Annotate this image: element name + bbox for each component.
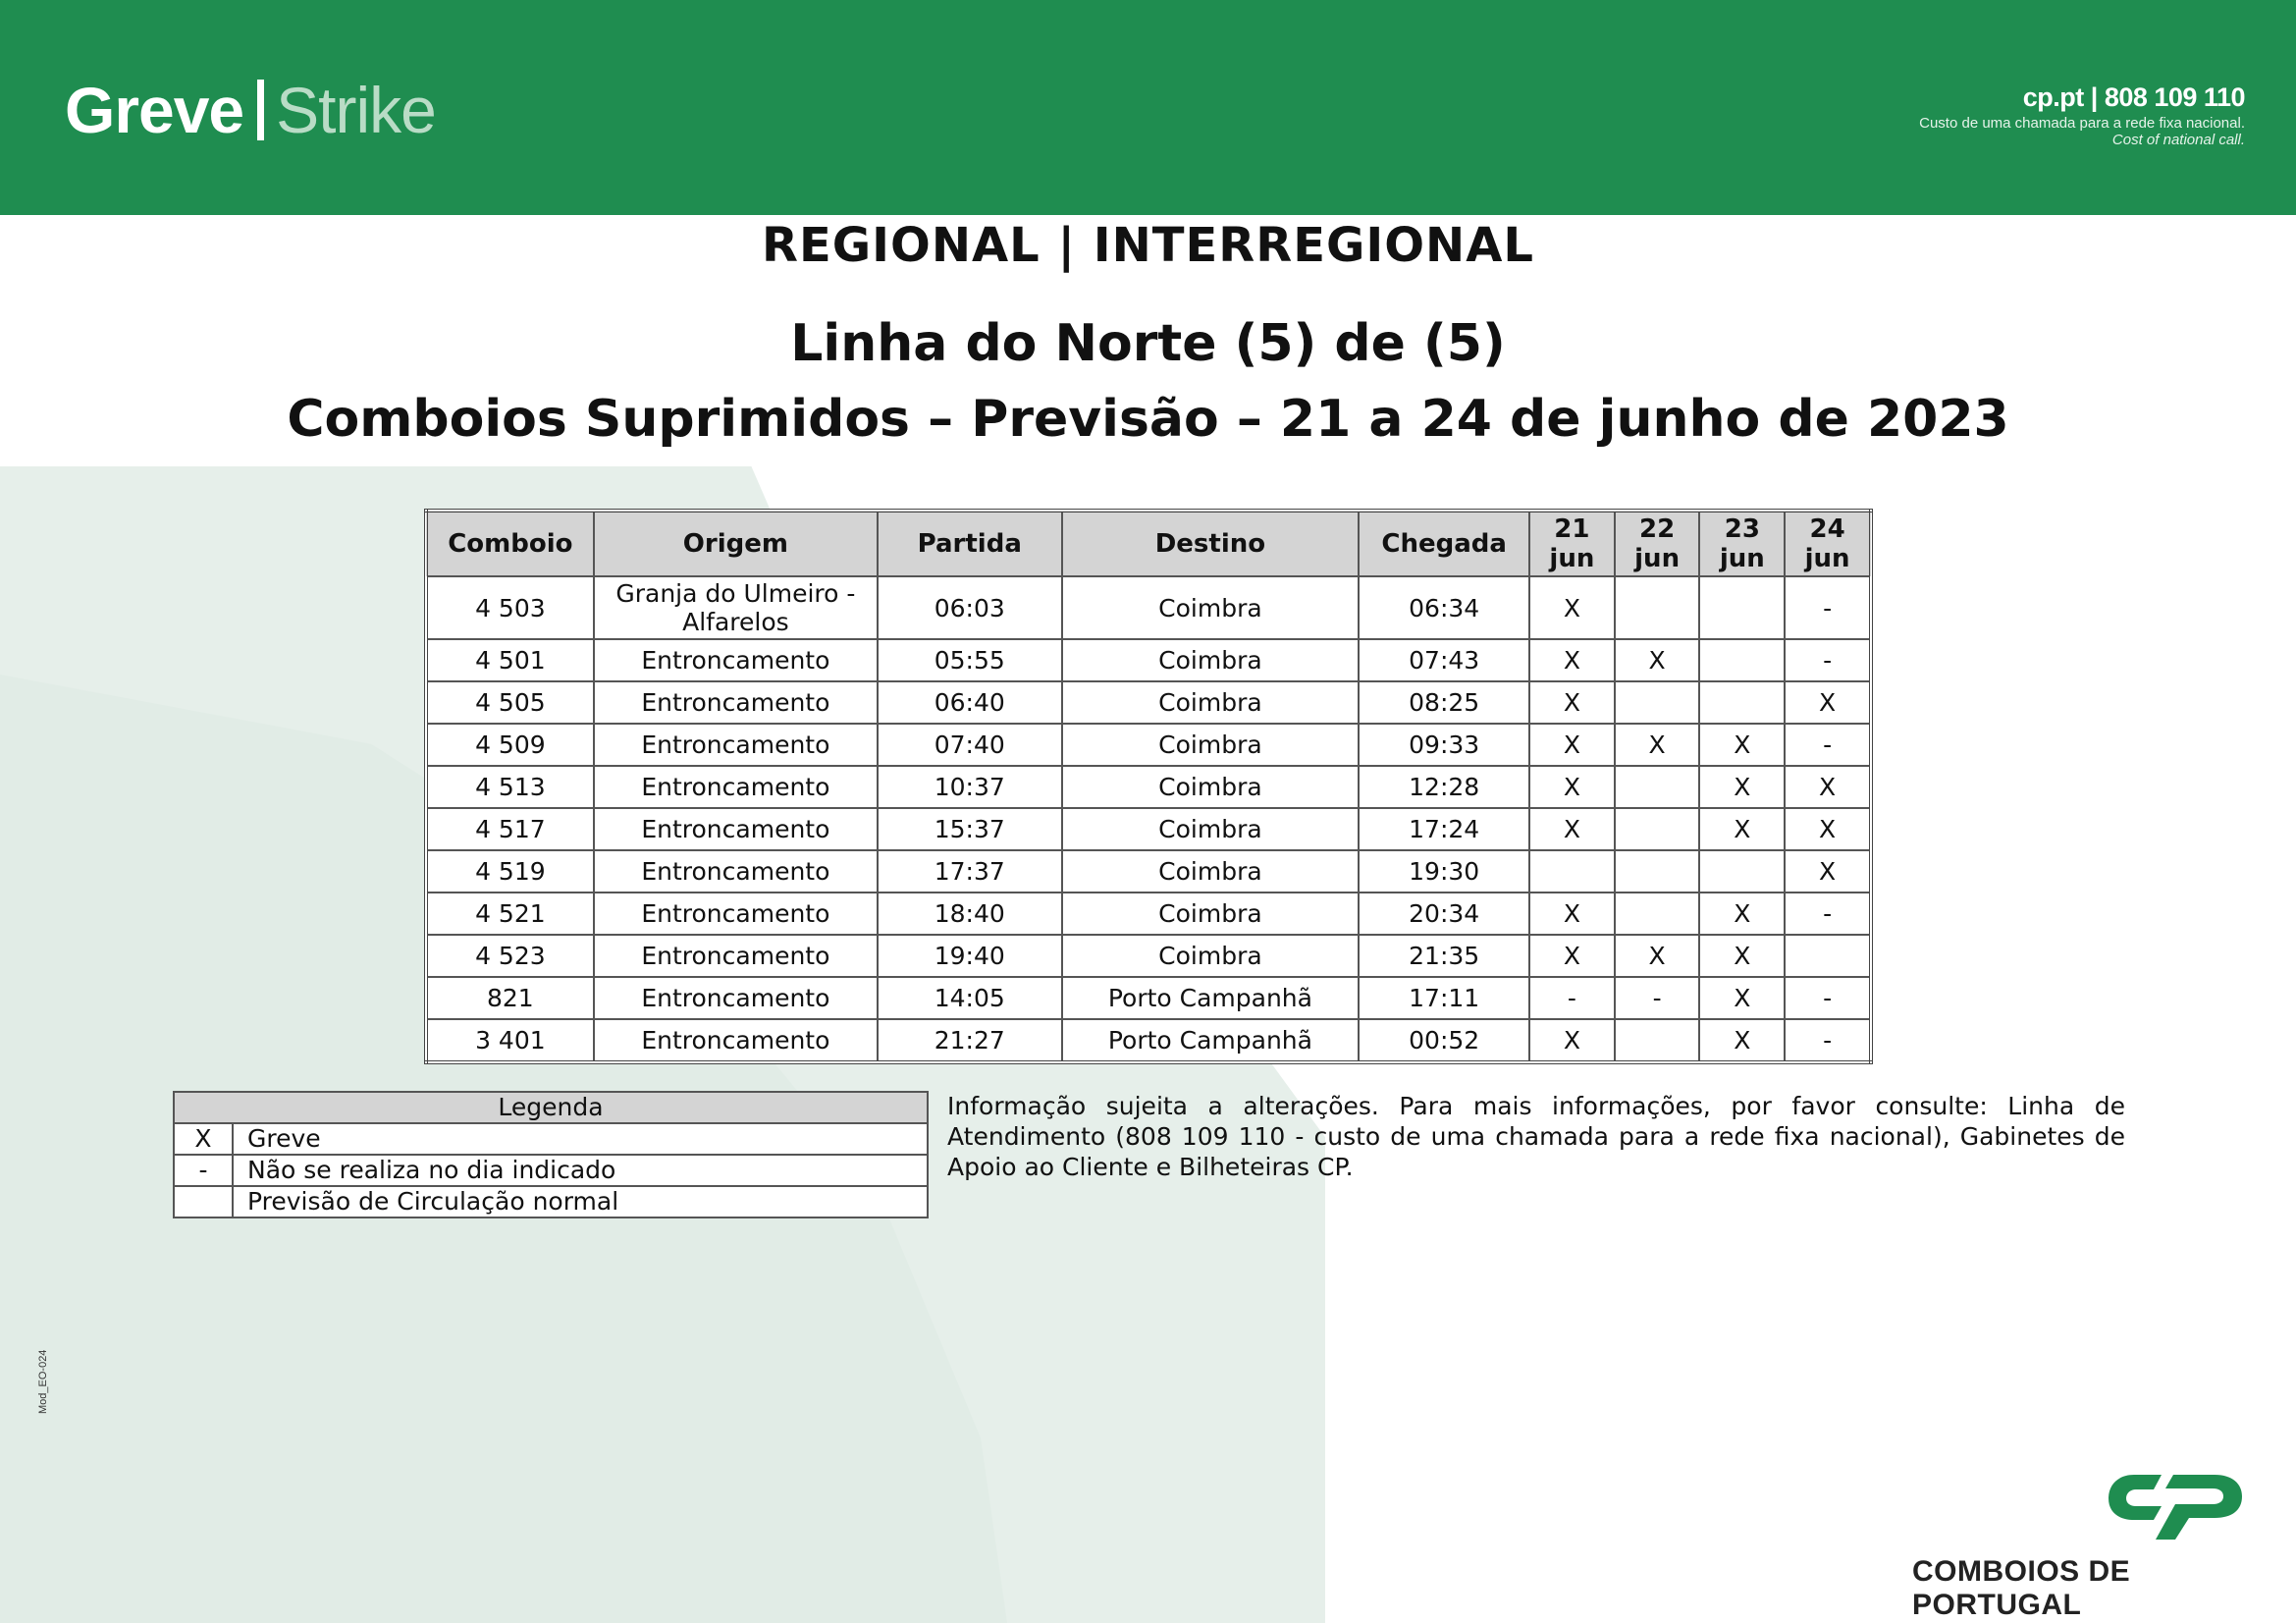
table-cell: - bbox=[1785, 724, 1871, 766]
column-header: Destino bbox=[1062, 511, 1360, 576]
contact-note-en: Cost of national call. bbox=[2111, 132, 2245, 148]
table-cell: - bbox=[1785, 576, 1871, 639]
table-cell: Entroncamento bbox=[594, 766, 878, 808]
table-cell: 17:37 bbox=[878, 850, 1061, 893]
table-cell: Coimbra bbox=[1062, 808, 1360, 850]
table-cell: 4 519 bbox=[426, 850, 594, 893]
table-row bbox=[426, 850, 1871, 893]
table-row bbox=[426, 893, 1871, 935]
table-cell: Coimbra bbox=[1062, 724, 1360, 766]
table-cell: X bbox=[1615, 639, 1700, 681]
table-cell: X bbox=[1529, 808, 1615, 850]
table-row bbox=[426, 576, 1871, 639]
table-cell bbox=[1615, 1019, 1700, 1062]
table-row bbox=[426, 724, 1871, 766]
table-cell: Coimbra bbox=[1062, 766, 1360, 808]
table-cell: Coimbra bbox=[1062, 576, 1360, 639]
table-cell: X bbox=[1529, 1019, 1615, 1062]
table-row bbox=[426, 766, 1871, 808]
legend-row bbox=[174, 1186, 928, 1217]
table-row bbox=[426, 977, 1871, 1019]
table-cell: Coimbra bbox=[1062, 893, 1360, 935]
table-cell: X bbox=[1529, 893, 1615, 935]
table-cell: Porto Campanhã bbox=[1062, 977, 1360, 1019]
table-cell: X bbox=[1699, 766, 1785, 808]
table-cell bbox=[1699, 681, 1785, 724]
column-header: 24 jun bbox=[1785, 511, 1871, 576]
contact-note: Custo de uma chamada para a rede fixa nacional. bbox=[1919, 115, 2245, 132]
cp-logo-icon bbox=[2105, 1469, 2247, 1542]
table-row bbox=[426, 935, 1871, 977]
table-header-row bbox=[426, 511, 1871, 576]
table-cell: X bbox=[1785, 850, 1871, 893]
contact-phone: cp.pt | 808 109 110 bbox=[2022, 82, 2245, 112]
table-cell: X bbox=[1699, 893, 1785, 935]
table-cell: X bbox=[1615, 935, 1700, 977]
table-cell: Coimbra bbox=[1062, 935, 1360, 977]
table-cell bbox=[1785, 935, 1871, 977]
table-cell: Coimbra bbox=[1062, 681, 1360, 724]
table-cell bbox=[1529, 850, 1615, 893]
table-cell: - bbox=[1785, 977, 1871, 1019]
column-header: 22 jun bbox=[1615, 511, 1700, 576]
table-cell bbox=[1699, 850, 1785, 893]
table-cell: X bbox=[1785, 766, 1871, 808]
table-cell: 17:24 bbox=[1359, 808, 1529, 850]
table-cell: Granja do Ulmeiro - Alfarelos bbox=[594, 576, 878, 639]
table-cell: - bbox=[1785, 639, 1871, 681]
table-cell: 4 505 bbox=[426, 681, 594, 724]
table-cell: X bbox=[1529, 766, 1615, 808]
table-cell: 07:43 bbox=[1359, 639, 1529, 681]
table-row bbox=[426, 639, 1871, 681]
column-header: Comboio bbox=[426, 511, 594, 576]
legend-row bbox=[174, 1123, 928, 1155]
table-cell: Entroncamento bbox=[594, 850, 878, 893]
table-cell: 21:35 bbox=[1359, 935, 1529, 977]
table-cell: - bbox=[1615, 977, 1700, 1019]
table-row bbox=[426, 681, 1871, 724]
column-header: Origem bbox=[594, 511, 878, 576]
table-cell: X bbox=[1699, 724, 1785, 766]
table-cell: Entroncamento bbox=[594, 639, 878, 681]
table-cell: Entroncamento bbox=[594, 977, 878, 1019]
line-title: Linha do Norte (5) de (5) bbox=[790, 314, 1506, 373]
table-cell: Porto Campanhã bbox=[1062, 1019, 1360, 1062]
column-header: 23 jun bbox=[1699, 511, 1785, 576]
table-cell: 12:28 bbox=[1359, 766, 1529, 808]
table-cell bbox=[1699, 639, 1785, 681]
table-cell: 20:34 bbox=[1359, 893, 1529, 935]
table-cell: 4 521 bbox=[426, 893, 594, 935]
table-cell bbox=[1615, 893, 1700, 935]
table-cell: 07:40 bbox=[878, 724, 1061, 766]
contact-info bbox=[1919, 82, 2245, 148]
table-cell: 4 509 bbox=[426, 724, 594, 766]
document-code: Mod_EO-024 bbox=[37, 1349, 49, 1414]
table-cell: 4 503 bbox=[426, 576, 594, 639]
table-cell bbox=[1615, 850, 1700, 893]
brand-strike: Strike bbox=[276, 74, 436, 146]
info-note: Informação sujeita a alterações. Para mais informações, por favor consulte: Linha de Atendimento (808 109 110 - custo de uma chamada para a rede fixa nacional), Gabinetes de Apoio ao Cliente e Bilheteiras CP. bbox=[947, 1092, 2125, 1181]
table-cell: 05:55 bbox=[878, 639, 1061, 681]
table-cell: 821 bbox=[426, 977, 594, 1019]
column-header: Chegada bbox=[1359, 511, 1529, 576]
table-cell: X bbox=[1615, 724, 1700, 766]
legend-text: Previsão de Circulação normal bbox=[233, 1186, 928, 1217]
table-cell: Entroncamento bbox=[594, 724, 878, 766]
table-cell: 09:33 bbox=[1359, 724, 1529, 766]
table-cell: Entroncamento bbox=[594, 935, 878, 977]
table-cell: 10:37 bbox=[878, 766, 1061, 808]
legend-title: Legenda bbox=[174, 1092, 928, 1123]
table-row bbox=[426, 808, 1871, 850]
table-cell: 4 523 bbox=[426, 935, 594, 977]
brand-separator bbox=[257, 80, 264, 140]
table-cell bbox=[1699, 576, 1785, 639]
table-cell: 3 401 bbox=[426, 1019, 594, 1062]
table-cell: X bbox=[1699, 808, 1785, 850]
legend-symbol: X bbox=[174, 1123, 233, 1155]
legend-text: Não se realiza no dia indicado bbox=[233, 1155, 928, 1186]
table-cell: Coimbra bbox=[1062, 850, 1360, 893]
table-cell: X bbox=[1529, 724, 1615, 766]
table-cell: X bbox=[1785, 808, 1871, 850]
table-cell: 19:40 bbox=[878, 935, 1061, 977]
table-cell: X bbox=[1699, 935, 1785, 977]
table-cell: 08:25 bbox=[1359, 681, 1529, 724]
column-header: Partida bbox=[878, 511, 1061, 576]
table-cell bbox=[1615, 766, 1700, 808]
table-cell bbox=[1615, 576, 1700, 639]
table-cell: - bbox=[1785, 1019, 1871, 1062]
table-cell: 06:03 bbox=[878, 576, 1061, 639]
header-banner bbox=[0, 0, 2296, 215]
table-cell: Entroncamento bbox=[594, 808, 878, 850]
table-cell: 4 513 bbox=[426, 766, 594, 808]
company-name: COMBOIOS DE PORTUGAL bbox=[1912, 1555, 2131, 1621]
table-cell: - bbox=[1529, 977, 1615, 1019]
table-cell: 4 501 bbox=[426, 639, 594, 681]
table-cell: 00:52 bbox=[1359, 1019, 1529, 1062]
brand-title bbox=[65, 71, 436, 149]
table-cell: X bbox=[1529, 935, 1615, 977]
legend-table bbox=[173, 1091, 929, 1218]
table-cell: 19:30 bbox=[1359, 850, 1529, 893]
category-title: REGIONAL | INTERREGIONAL bbox=[762, 218, 1534, 273]
table-cell: - bbox=[1785, 893, 1871, 935]
table-cell: 14:05 bbox=[878, 977, 1061, 1019]
table-cell: Coimbra bbox=[1062, 639, 1360, 681]
legend-symbol: - bbox=[174, 1155, 233, 1186]
table-cell: X bbox=[1699, 977, 1785, 1019]
table-cell: Entroncamento bbox=[594, 893, 878, 935]
table-cell: 17:11 bbox=[1359, 977, 1529, 1019]
legend-text: Greve bbox=[233, 1123, 928, 1155]
table-cell: 06:34 bbox=[1359, 576, 1529, 639]
legend-row bbox=[174, 1155, 928, 1186]
table-cell: 18:40 bbox=[878, 893, 1061, 935]
table-cell: X bbox=[1529, 681, 1615, 724]
table-cell: Entroncamento bbox=[594, 681, 878, 724]
table-cell: X bbox=[1529, 639, 1615, 681]
table-cell: 06:40 bbox=[878, 681, 1061, 724]
table-cell: Entroncamento bbox=[594, 1019, 878, 1062]
table-cell bbox=[1615, 681, 1700, 724]
table-cell: X bbox=[1529, 576, 1615, 639]
table-cell: 4 517 bbox=[426, 808, 594, 850]
column-header: 21 jun bbox=[1529, 511, 1615, 576]
page-subtitle: Comboios Suprimidos – Previsão – 21 a 24 de junho de 2023 bbox=[287, 390, 2009, 449]
table-cell: X bbox=[1785, 681, 1871, 724]
table-cell: 21:27 bbox=[878, 1019, 1061, 1062]
table-cell: X bbox=[1699, 1019, 1785, 1062]
table-cell: 15:37 bbox=[878, 808, 1061, 850]
table-row bbox=[426, 1019, 1871, 1062]
brand-greve: Greve bbox=[65, 74, 244, 146]
legend-symbol bbox=[174, 1186, 233, 1217]
suppressed-trains-table bbox=[424, 509, 1873, 1064]
table-cell bbox=[1615, 808, 1700, 850]
